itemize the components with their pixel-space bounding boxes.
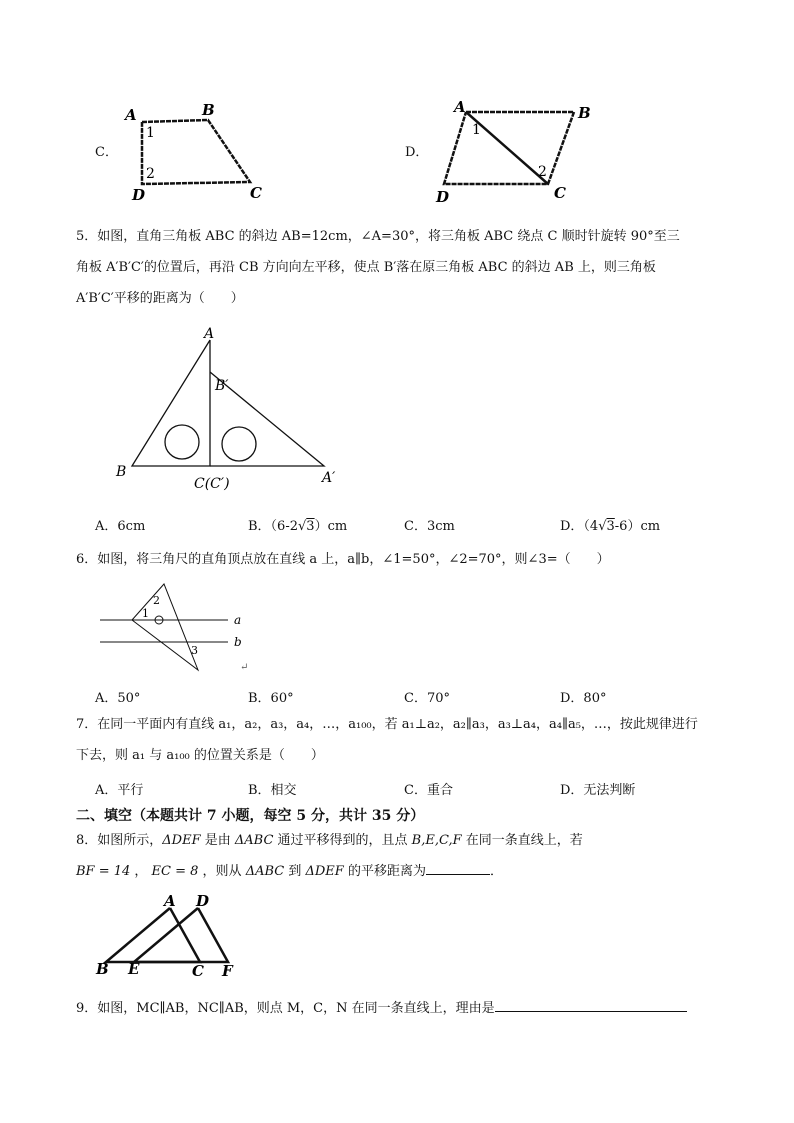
fig-c-label-B: B (202, 101, 215, 119)
q5-option-d-root: 3 (606, 519, 615, 534)
fig-d-angle-1: 1 (472, 122, 481, 138)
q6-fig-return-mark: ↵ (240, 662, 249, 673)
q8-sep: ， (130, 864, 152, 879)
q8-def-2: ΔDEF (305, 864, 344, 879)
q8-abc-2: ΔABC (245, 864, 285, 879)
q8-l1-pre: 8．如图所示， (76, 833, 163, 848)
q5-fig-label-A-prime: A′ (322, 470, 336, 486)
q8-ec: EC = 8 (151, 864, 199, 879)
option-d-label: D． (405, 145, 429, 160)
q6-option-a[interactable]: A．50° (95, 691, 141, 706)
q8-def: ΔDEF (162, 833, 201, 848)
q8-points: B,E,C,F (411, 833, 462, 848)
q6-fig-angle-2: 2 (153, 594, 160, 607)
q9-line (76, 993, 687, 1024)
q8-l1-post: 在同一条直线上，若 (461, 833, 583, 848)
q7-line-2: 下去，则 a₁ 与 a₁₀₀ 的位置关系是（ ） (76, 748, 324, 763)
q5-line-3: A′B′C′平移的距离为（ ） (76, 291, 244, 306)
fig-d-label-C: C (554, 184, 566, 202)
q6-option-d[interactable]: D．80° (560, 691, 607, 706)
q5-line-2: 角板 A′B′C′的位置后，再沿 CB 方向向左平移，使点 B′落在原三角板 ABC 的斜边 AB 上，则三角板 (76, 260, 656, 275)
q5-fig-label-C: C(C′) (194, 476, 230, 492)
q9-answer-blank[interactable] (495, 997, 687, 1012)
q9-text: 9．如图，MC∥AB，NC∥AB，则点 M，C，N 在同一条直线上，理由是 (76, 1001, 495, 1016)
q7-option-b[interactable]: B．相交 (248, 783, 297, 798)
q8-fig-label-E: E (128, 960, 140, 978)
q8-l2-post: 的平移距离为 (343, 864, 426, 879)
figure-parallelogram-d (430, 96, 600, 206)
figure-translated-triangles-q8 (92, 894, 262, 984)
q8-answer-blank[interactable] (426, 860, 490, 875)
fig-c-label-D: D (132, 186, 146, 200)
q8-fig-label-A: A (164, 894, 176, 910)
q5-option-d-post: -6）cm (614, 519, 661, 534)
q7-option-a[interactable]: A．平行 (95, 783, 144, 798)
q8-l2-end: ． (489, 864, 503, 879)
q7-line-1: 7．在同一平面内有直线 a₁，a₂，a₃，a₄，…，a₁₀₀，若 a₁⊥a₂，a₂∥a₃，a₃⊥a₄，a₄∥a₅，…，按此规律进行 (76, 717, 698, 732)
fig-c-angle-2: 2 (146, 166, 155, 182)
q7-option-c[interactable]: C．重合 (404, 783, 453, 798)
q6-text: 6．如图，将三角尺的直角顶点放在直线 a 上，a∥b，∠1=50°，∠2=70°，则∠3=（ ） (76, 552, 610, 567)
q6-fig-angle-1: 1 (142, 607, 149, 620)
fig-d-label-D: D (436, 188, 450, 206)
fig-c-angle-1: 1 (146, 125, 155, 141)
fig-c-label-A: A (125, 106, 137, 124)
figure-parallel-lines-q6 (96, 580, 266, 680)
q6-fig-angle-3: 3 (191, 644, 198, 657)
q8-l1-mid2: 通过平移得到的，且点 (273, 833, 412, 848)
q8-l2-mid: ，则从 (198, 864, 246, 879)
q5-line-1: 5．如图，直角三角板 ABC 的斜边 AB=12cm，∠A=30°，将三角板 ABC 绕点 C 顺时针旋转 90°至三 (76, 229, 680, 244)
q5-option-d-pre: D．（4 (560, 519, 599, 534)
q5-option-b-pre: B．（6-2 (248, 519, 298, 534)
q8-fig-label-C: C (192, 962, 204, 980)
q5-option-b-post: ）cm (314, 519, 348, 534)
fig-d-label-B: B (578, 104, 591, 122)
q8-fig-label-B: B (96, 960, 109, 978)
q7-option-d[interactable]: D．无法判断 (560, 783, 636, 798)
q8-bf: BF = 14 (76, 864, 131, 879)
q5-option-d[interactable]: D．（4√3-6）cm (560, 519, 661, 534)
fig-d-angle-2: 2 (538, 164, 547, 180)
q8-fig-label-D: D (196, 894, 210, 910)
section-2-title: 二、填空（本题共计 7 小题，每空 5 分，共计 35 分） (76, 808, 425, 824)
q5-option-b[interactable]: B．（6-2√3）cm (248, 519, 348, 534)
q5-option-a[interactable]: A．6cm (95, 519, 146, 534)
q5-fig-label-B: B (116, 464, 127, 480)
q6-fig-line-b: b (234, 635, 242, 649)
q8-abc: ΔABC (234, 833, 274, 848)
q6-fig-line-a: a (234, 613, 242, 627)
q5-option-b-root: 3 (306, 519, 315, 534)
q8-line-2 (76, 856, 503, 887)
option-c-label: C． (95, 145, 118, 160)
q8-l2-mid2: 到 (284, 864, 306, 879)
fig-c-label-C: C (250, 184, 262, 200)
figure-quadrilateral-c (120, 100, 280, 200)
q5-option-c[interactable]: C．3cm (404, 519, 455, 534)
q8-l1-mid: 是由 (200, 833, 235, 848)
q8-line-1 (76, 825, 583, 856)
q6-option-c[interactable]: C．70° (404, 691, 450, 706)
q8-fig-label-F: F (222, 962, 233, 980)
q5-fig-label-B-prime: B′ (215, 378, 229, 394)
figure-triangles-q5 (112, 326, 352, 496)
q6-option-b[interactable]: B．60° (248, 691, 294, 706)
q5-fig-label-A: A (204, 326, 215, 342)
fig-d-label-A: A (454, 98, 466, 116)
